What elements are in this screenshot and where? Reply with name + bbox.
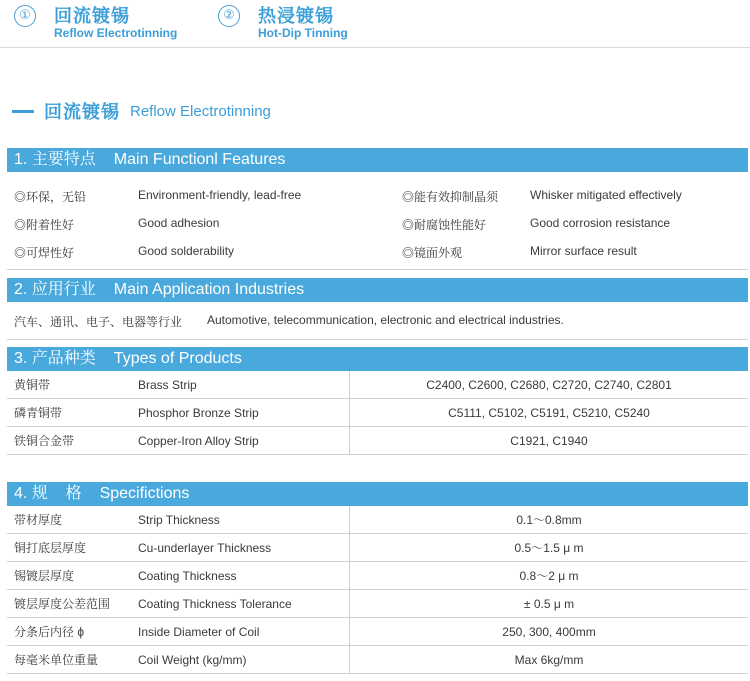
spec-en: Strip Thickness	[138, 513, 220, 527]
feature-en: Good solderability	[138, 244, 235, 258]
tab-label-cn: 热浸镀锡	[258, 6, 334, 27]
spec-en: Coating Thickness	[138, 569, 237, 583]
page-title-cn: 回流镀锡	[44, 102, 120, 123]
feature-row	[7, 188, 748, 204]
spec-value: 0.8～2 μ m	[349, 562, 748, 589]
tab-number-badge: ②	[218, 5, 240, 27]
product-grades: C1921, C1940	[349, 427, 748, 454]
spec-cn: 锡镀层厚度	[14, 569, 75, 583]
feature-cn: ◎环保，无铅	[14, 190, 87, 204]
table-row	[7, 371, 748, 399]
table-row	[7, 427, 748, 455]
table-row	[7, 534, 748, 562]
section-header-industries	[7, 278, 748, 302]
title-dash	[12, 110, 34, 113]
section-header-en: Main Application Industries	[113, 281, 305, 298]
feature-en: Environment-friendly, lead-free	[138, 188, 302, 202]
divider	[7, 269, 748, 270]
spec-cn: 镀层厚度公差范围	[14, 597, 111, 611]
spec-value: ± 0.5 μ m	[349, 590, 748, 617]
product-en: Brass Strip	[138, 378, 197, 392]
spec-value: 0.5～1.5 μ m	[349, 534, 748, 561]
table-row	[7, 562, 748, 590]
section-header-specifications	[7, 482, 748, 506]
tab-bar	[0, 0, 750, 48]
feature-en: Good adhesion	[138, 216, 220, 230]
feature-cn: ◎能有效抑制晶须	[402, 190, 499, 204]
section-header-features	[7, 148, 748, 172]
section-header-products	[7, 347, 748, 371]
feature-cn: ◎附着性好	[14, 218, 75, 232]
tab-label-en: Reflow Electrotinning	[54, 26, 178, 40]
section-header-cn: 3. 产品种类	[14, 350, 96, 367]
feature-row	[7, 244, 748, 260]
section-header-en: Main Functionl Features	[113, 151, 286, 168]
spec-en: Inside Diameter of Coil	[138, 625, 260, 639]
product-en: Copper-Iron Alloy Strip	[138, 434, 259, 448]
tab-number-badge: ①	[14, 5, 36, 27]
spec-en: Cu-underlayer Thickness	[138, 541, 272, 555]
spec-cn: 带材厚度	[14, 513, 63, 527]
industries-cn: 汽车、通讯、电子、电器等行业	[14, 315, 183, 329]
product-grades: C5111, C5102, C5191, C5210, C5240	[349, 399, 748, 426]
section-header-en: Specifictions	[99, 485, 190, 502]
tab-label-en: Hot-Dip Tinning	[258, 26, 348, 40]
page-title	[12, 98, 271, 126]
industries-en: Automotive, telecommunication, electronic and electrical industries.	[207, 313, 564, 327]
product-cn: 铁铜合金带	[14, 434, 75, 448]
spec-value: 250, 300, 400mm	[349, 618, 748, 645]
divider	[7, 339, 748, 340]
feature-cn: ◎耐腐蚀性能好	[402, 218, 487, 232]
spec-cn: 铜打底层厚度	[14, 541, 87, 555]
table-row	[7, 618, 748, 646]
feature-en: Whisker mitigated effectively	[530, 188, 682, 202]
page-title-en: Reflow Electrotinning	[130, 102, 271, 120]
feature-en: Mirror surface result	[530, 244, 637, 258]
section-header-cn: 4. 规 格	[14, 485, 82, 502]
table-row	[7, 646, 748, 674]
spec-en: Coil Weight (kg/mm)	[138, 653, 247, 667]
feature-row	[7, 216, 748, 232]
tab-label-cn: 回流镀锡	[54, 6, 130, 27]
spec-cn: 分条后内径 ϕ	[14, 625, 85, 639]
product-cn: 黄铜带	[14, 378, 51, 392]
feature-cn: ◎镜面外观	[402, 246, 463, 260]
product-en: Phosphor Bronze Strip	[138, 406, 259, 420]
spec-value: 0.1～0.8mm	[349, 506, 748, 533]
table-row	[7, 590, 748, 618]
section-header-cn: 2. 应用行业	[14, 281, 96, 298]
spec-value: Max 6kg/mm	[349, 646, 748, 673]
product-cn: 磷青铜带	[14, 406, 63, 420]
industries-row	[7, 313, 748, 329]
spec-en: Coating Thickness Tolerance	[138, 597, 292, 611]
table-row	[7, 399, 748, 427]
section-header-en: Types of Products	[113, 350, 242, 367]
feature-en: Good corrosion resistance	[530, 216, 671, 230]
section-header-cn: 1. 主要特点	[14, 151, 96, 168]
feature-cn: ◎可焊性好	[14, 246, 75, 260]
product-grades: C2400, C2600, C2680, C2720, C2740, C2801	[349, 371, 748, 398]
spec-cn: 每毫米单位重量	[14, 653, 99, 667]
table-row	[7, 506, 748, 534]
